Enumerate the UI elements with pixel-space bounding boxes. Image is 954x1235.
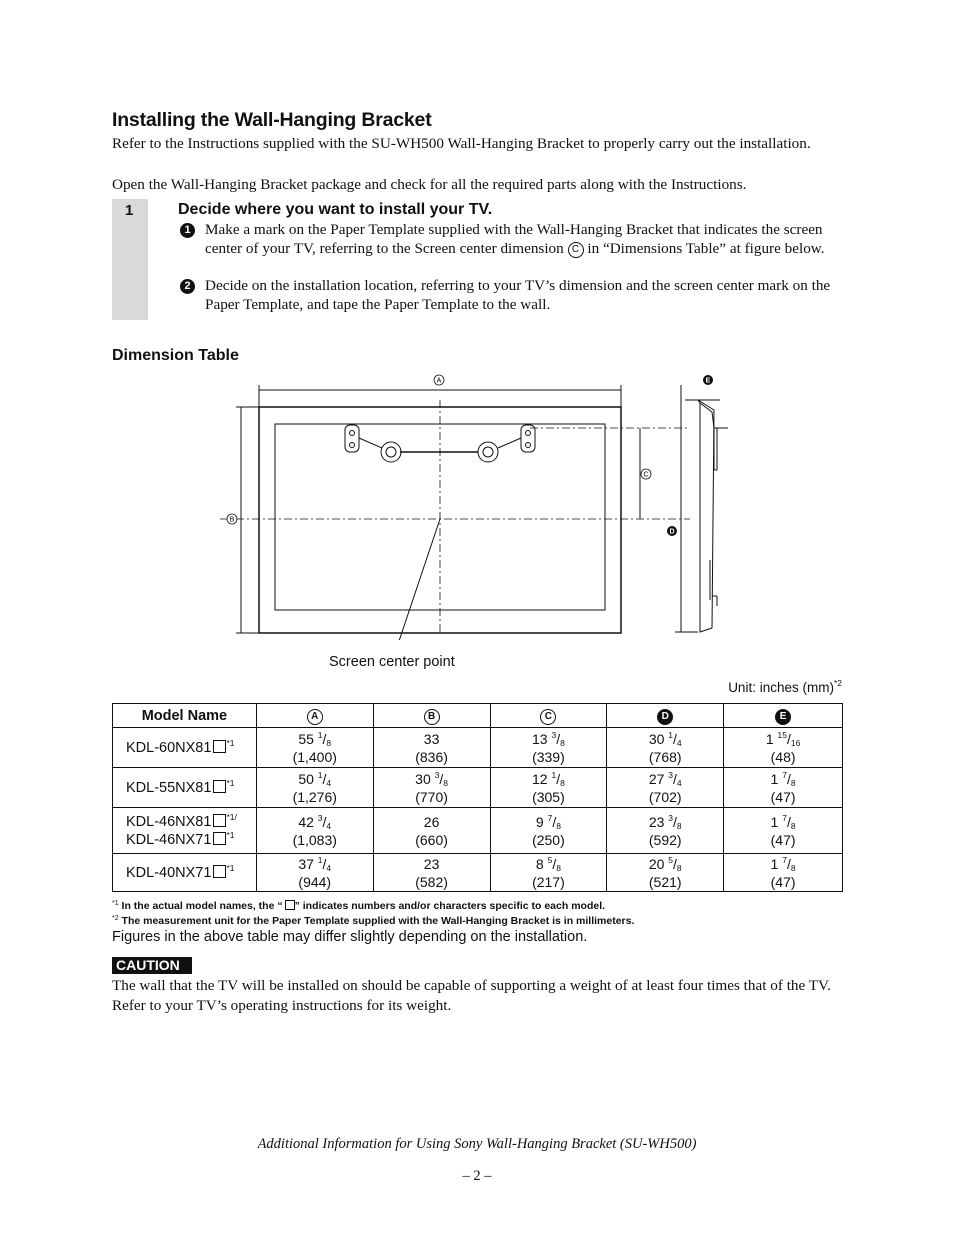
dimension-table-heading: Dimension Table xyxy=(112,347,239,364)
step-title: Decide where you want to install your TV. xyxy=(178,201,493,218)
page-title: Installing the Wall-Hanging Bracket xyxy=(112,109,432,131)
placeholder-box-icon xyxy=(285,900,295,910)
diagram-label-d: D xyxy=(669,528,675,536)
cell-a: 55 $^1/_8$ (1,400) xyxy=(256,728,373,768)
diagram-label-a: A xyxy=(436,377,442,385)
placeholder-box-icon xyxy=(213,832,226,845)
header-c: C xyxy=(490,704,607,728)
step-substep-2: Decide on the installation location, referring to your TV’s dimension and the screen center mark on the Paper Template, and tape the Paper Template to the wall. xyxy=(205,277,831,313)
table-header-row xyxy=(113,704,843,728)
header-b: B xyxy=(373,704,490,728)
intro-paragraph-2: Open the Wall-Hanging Bracket package and check for all the required parts along with the Instructions. xyxy=(112,176,747,193)
cell-d: 20 $^5/_8$ (521) xyxy=(607,854,724,892)
page-number: – 2 – xyxy=(462,1168,492,1184)
table-row xyxy=(113,808,843,854)
header-model-name: Model Name xyxy=(113,704,257,728)
cell-c: 13 $^3/_8$ (339) xyxy=(490,728,607,768)
figures-note: Figures in the above table may differ slightly depending on the installation. xyxy=(112,929,588,945)
substep-1-text-a: Make a mark on the Paper Template supplied with the Wall-Hanging Bracket that indicates the screen center of your TV, referring to the Screen center dimension xyxy=(205,221,823,257)
placeholder-box-icon xyxy=(213,780,226,793)
step-substep-1 xyxy=(205,221,835,258)
step-marker-2-icon: 2 xyxy=(180,279,195,294)
cell-a: 37 $^1/_4$ (944) xyxy=(256,854,373,892)
cell-c: 12 $^1/_8$ (305) xyxy=(490,768,607,808)
cell-e: 1 $^7/_8$ (47) xyxy=(724,854,843,892)
dimension-table xyxy=(112,703,843,892)
caution-text: The wall that the TV will be installed on should be capable of supporting a weight of at least four times that of the TV. Refer to your TV’s operating instructions for its weight. xyxy=(112,977,831,1014)
placeholder-box-icon xyxy=(213,814,226,827)
intro-paragraph-1: Refer to the Instructions supplied with the SU-WH500 Wall-Hanging Bracket to properly carry out the installation. xyxy=(112,135,811,152)
caution-badge: CAUTION xyxy=(112,957,192,974)
cell-d: 30 $^1/_4$ (768) xyxy=(607,728,724,768)
diagram-label-e: E xyxy=(705,377,711,385)
cell-b: 23 (582) xyxy=(373,854,490,892)
cell-model: KDL-40NX71 $^{*1}$ xyxy=(113,854,257,892)
table-row xyxy=(113,728,843,768)
cell-e: 1 $^7/_8$ (47) xyxy=(724,768,843,808)
diagram-label-c: C xyxy=(643,471,649,479)
cell-c: 8 $^5/_8$ (217) xyxy=(490,854,607,892)
cell-model: KDL-55NX81 $^{*1}$ xyxy=(113,768,257,808)
cell-c: 9 $^7/_8$ (250) xyxy=(490,808,607,854)
screen-center-label: Screen center point xyxy=(329,654,455,670)
footnote-2: $^{*2}$ The measurement unit for the Paper Template supplied with the Wall-Hanging Bracket is in millimeters. xyxy=(112,915,635,927)
unit-label: Unit: inches (mm)$^{*2}$ xyxy=(728,678,842,695)
placeholder-box-icon xyxy=(213,740,226,753)
header-a: A xyxy=(256,704,373,728)
table-row xyxy=(113,854,843,892)
cell-model: KDL-46NX81 $^{*1/}$ KDL-46NX71 $^{*1}$ xyxy=(113,808,257,854)
cell-b: 33 (836) xyxy=(373,728,490,768)
substep-1-text-b: in “Dimensions Table” at figure below. xyxy=(583,239,825,257)
cell-e: 1 $^{15}/_{16}$ (48) xyxy=(724,728,843,768)
header-e: E xyxy=(724,704,843,728)
cell-b: 26 (660) xyxy=(373,808,490,854)
cell-model: KDL-60NX81 $^{*1}$ xyxy=(113,728,257,768)
step-number: 1 xyxy=(125,202,134,219)
step-marker-1-icon: 1 xyxy=(180,223,195,238)
placeholder-box-icon xyxy=(213,865,226,878)
cell-e: 1 $^7/_8$ (47) xyxy=(724,808,843,854)
cell-a: 42 $^3/_4$ (1,083) xyxy=(256,808,373,854)
cell-b: 30 $^3/_8$ (770) xyxy=(373,768,490,808)
cell-a: 50 $^1/_4$ (1,276) xyxy=(256,768,373,808)
table-row xyxy=(113,768,843,808)
footer-caption: Additional Information for Using Sony Wall-Hanging Bracket (SU-WH500) xyxy=(257,1136,697,1152)
dimension-c-icon: C xyxy=(568,242,584,258)
cell-d: 27 $^3/_4$ (702) xyxy=(607,768,724,808)
tv-dimension-diagram xyxy=(220,370,740,640)
diagram-label-b: B xyxy=(229,516,235,524)
header-d: D xyxy=(607,704,724,728)
footnote-1: $^{*1}$ In the actual model names, the “ ” indicates numbers and/or characters specific to each model. xyxy=(112,900,606,912)
cell-d: 23 $^3/_8$ (592) xyxy=(607,808,724,854)
